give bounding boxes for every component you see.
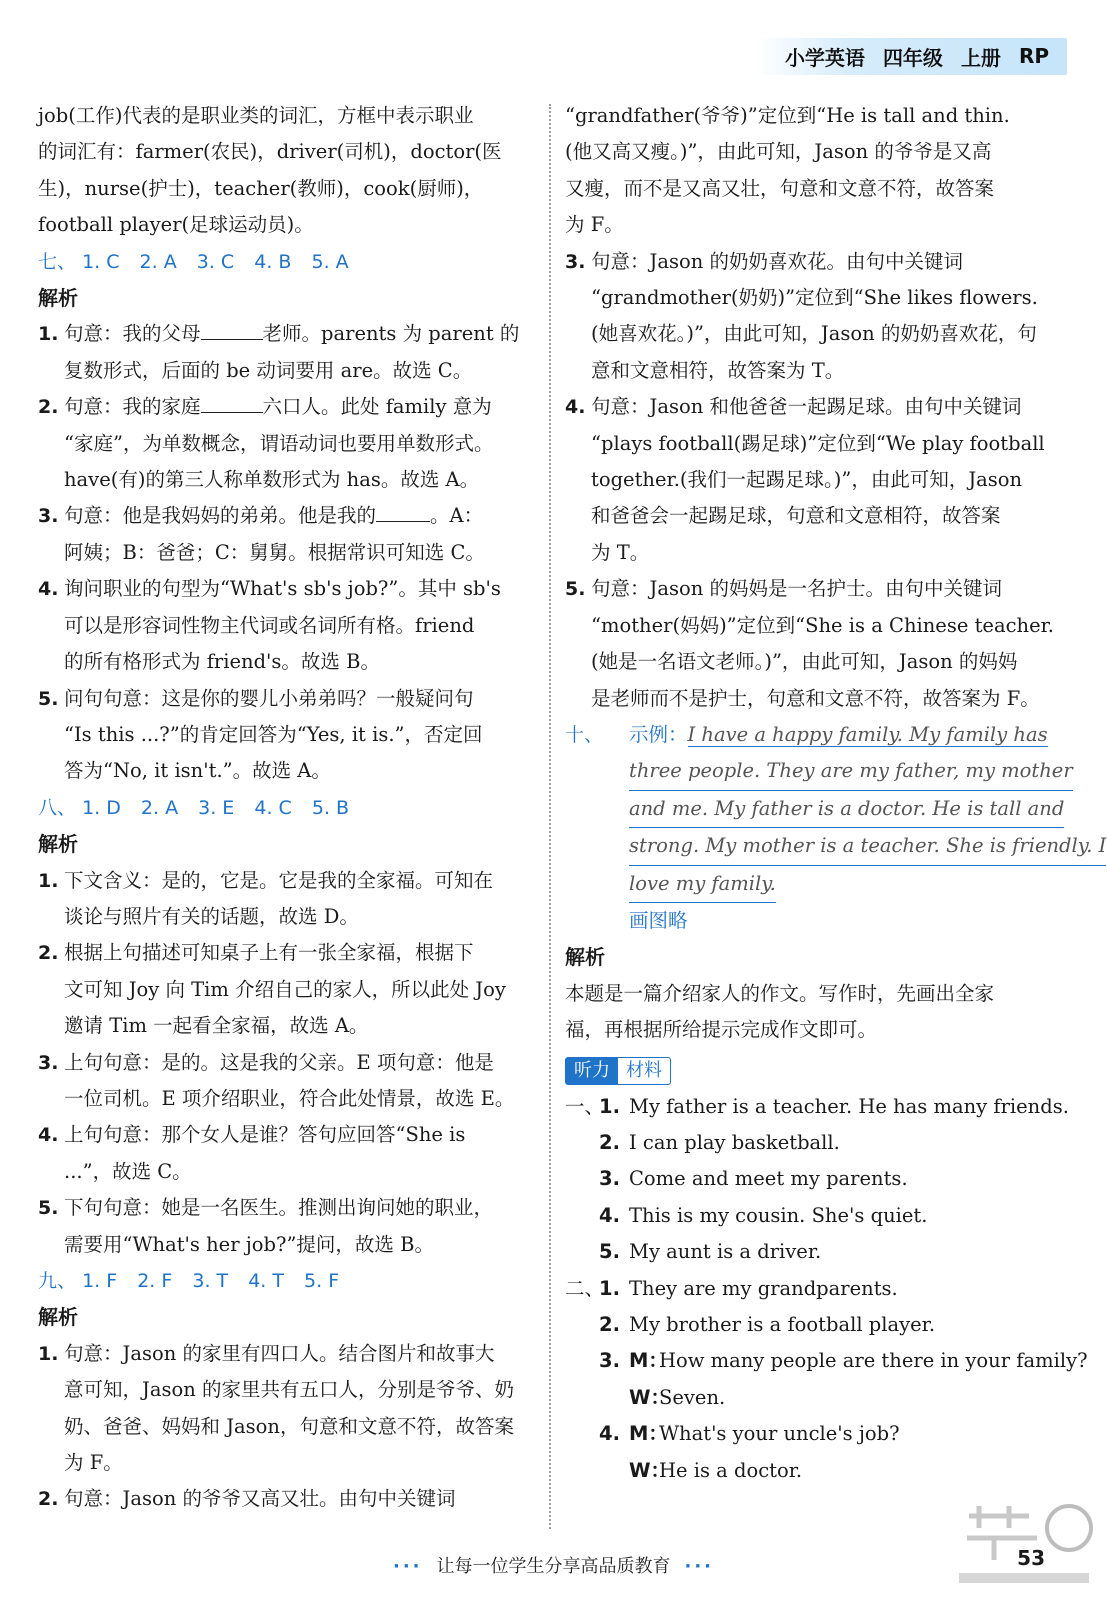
- header-bar: [755, 38, 1067, 75]
- answer-item: 5. F: [304, 1270, 340, 1292]
- blank-underline: [201, 321, 263, 340]
- item-number: [599, 1453, 629, 1489]
- item-number: 2.: [599, 1130, 620, 1154]
- item-text: 意可知，Jason 的家里共有五口人，分别是爷爷、奶: [64, 1378, 514, 1402]
- item-number: 4.: [599, 1203, 620, 1227]
- answer-item: 1. D: [82, 796, 121, 819]
- item-number: 4.: [38, 1124, 59, 1147]
- item-number: 4.: [38, 578, 59, 601]
- item-text: 句意：他是我妈妈的弟弟。他是我的: [64, 504, 377, 528]
- item-text: 文可知 Joy 向 Tim 介绍自己的家人，所以此处 Joy: [64, 977, 506, 1001]
- item-text: ...”，故选 C。: [64, 1159, 192, 1183]
- listening-text: How many people are there in your family?: [659, 1349, 1088, 1373]
- intro-paragraph: [38, 98, 528, 244]
- item-text: 句意：Jason 的奶奶喜欢花。由句中关键词: [591, 249, 963, 273]
- item-text: 的所有格形式为 friend's。故选 B。: [64, 650, 380, 674]
- listening-text: He is a doctor.: [659, 1458, 803, 1482]
- item-text: 答为“No, it isn't.”。故选 A。: [64, 759, 331, 783]
- drawing-note: 画图略: [629, 908, 688, 932]
- analysis-item: [38, 1190, 528, 1263]
- essay-line: strong. My mother is a teacher. She is friendly. I: [629, 828, 1106, 865]
- section-10-essay: [565, 717, 1107, 939]
- analysis-heading: 解析: [38, 286, 78, 311]
- section-8-answers: [38, 790, 528, 826]
- answer-item: 4. T: [248, 1270, 284, 1292]
- item-text: 句意：Jason 的爷爷又高又壮。由句中关键词: [64, 1487, 456, 1511]
- analysis-item: [38, 863, 528, 936]
- item-text: 句意：Jason 的妈妈是一名护士。由句中关键词: [591, 577, 1002, 601]
- item-number: 1.: [599, 1094, 620, 1118]
- header-grade: 四年级: [882, 45, 943, 70]
- watermark-logo: [949, 1498, 1099, 1598]
- analysis-item: [38, 1481, 528, 1517]
- answer-item: 5. A: [311, 250, 349, 273]
- item-number: 3.: [565, 250, 586, 273]
- listening-badge: [565, 1057, 671, 1085]
- item-text: 意和文意相符，故答案为 T。: [591, 358, 845, 382]
- analysis-item: [38, 1336, 528, 1482]
- item-number: 2.: [38, 1488, 59, 1511]
- section-label: 八、: [38, 796, 77, 819]
- item-text: 句意：Jason 的家里有四口人。结合图片和故事大: [64, 1341, 495, 1365]
- section-label: 十、: [565, 723, 604, 746]
- analysis-item: [565, 571, 1060, 717]
- item-text: “grandmother(奶奶)”定位到“She likes flowers.: [591, 286, 1038, 310]
- item-text: 需要用“What's her job?”提问，故选 B。: [64, 1232, 434, 1256]
- listening-text: My brother is a football player.: [629, 1313, 936, 1336]
- item-text: 句意：我的家庭: [64, 395, 201, 419]
- item-number: 5.: [38, 1197, 59, 1220]
- answer-item: 1. F: [82, 1270, 118, 1292]
- essay-line: I have a happy family. My family has: [687, 722, 1048, 746]
- listening-text: My father is a teacher. He has many friends.: [629, 1094, 1069, 1118]
- analysis-item: [38, 389, 528, 498]
- analysis-text: 福，再根据所给提示完成作文即可。: [565, 1018, 878, 1042]
- answer-item: 1. C: [82, 250, 120, 273]
- header-edition: RP: [1018, 44, 1049, 68]
- item-text: “mother(妈妈)”定位到“She is a Chinese teacher.: [591, 613, 1054, 637]
- analysis-item: [565, 244, 1060, 390]
- footer-dots-right: ···: [684, 1556, 715, 1577]
- item-text: 六口人。此处 family 意为: [262, 395, 492, 419]
- item-text: 句意：我的父母: [64, 322, 201, 346]
- intro-line: job(工作)代表的是职业类的词汇，方框中表示职业: [38, 104, 474, 127]
- listening-text: Come and meet my parents.: [629, 1167, 908, 1191]
- item-text: 谈论与照片有关的话题，故选 D。: [64, 904, 359, 928]
- item-text: 奶、爸爸、妈妈和 Jason，句意和文意不符，故答案: [64, 1414, 514, 1438]
- answer-item: 3. C: [196, 250, 235, 273]
- analysis-heading: 解析: [38, 1305, 78, 1330]
- analysis-heading: 解析: [565, 945, 605, 970]
- section-label: 七、: [38, 250, 77, 273]
- item-number: 2.: [599, 1313, 620, 1336]
- item-text: 阿姨；B：爸爸；C：舅舅。根据常识可知选 C。: [64, 540, 485, 564]
- speaker-label: M：: [629, 1422, 668, 1446]
- item-number: 5.: [599, 1240, 620, 1264]
- item-text: 上句句意：是的。这是我的父亲。E 项句意：他是: [64, 1050, 494, 1074]
- item-number: 2.: [38, 942, 59, 965]
- badge-listening: 听力: [566, 1058, 618, 1084]
- answer-item: 4. C: [254, 796, 292, 819]
- analysis-heading: 解析: [38, 832, 78, 857]
- answer-item: 4. B: [254, 250, 292, 273]
- item-text: 问句句意：这是你的婴儿小弟弟吗？一般疑问句: [64, 686, 474, 710]
- section-label: 九、: [38, 1270, 77, 1292]
- page-header: [755, 36, 1067, 76]
- item-number: 4.: [599, 1422, 620, 1446]
- listening-text: My aunt is a driver.: [629, 1240, 822, 1264]
- item-text: 询问职业的句型为“What's sb's job?”。其中 sb's: [64, 577, 501, 601]
- speaker-label: M：: [629, 1349, 668, 1373]
- badge-material: 材料: [626, 1059, 662, 1081]
- item-text: 为 T。: [591, 540, 650, 564]
- listening-text: What's your uncle's job?: [659, 1422, 900, 1446]
- item-text: 为 F。: [64, 1451, 123, 1475]
- essay-line: love my family.: [629, 866, 776, 903]
- item-text: 邀请 Tim 一起看全家福，故选 A。: [64, 1014, 369, 1038]
- item-number: 3.: [599, 1349, 620, 1373]
- item-text: 根据上句描述可知桌子上有一张全家福，根据下: [64, 941, 474, 965]
- intro-line: 的词汇有：farmer(农民)，driver(司机)，doctor(医: [38, 140, 502, 164]
- item-text: “plays football(踢足球)”定位到“We play football: [591, 431, 1045, 455]
- section-7-answers: [38, 244, 528, 280]
- footer-dots-left: ···: [392, 1556, 423, 1577]
- item-number: [599, 1380, 629, 1416]
- item-text: “家庭”，为单数概念，谓语动词也要用单数形式。: [64, 431, 494, 455]
- item-text: 一位司机。E 项介绍职业，符合此处情景，故选 E。: [64, 1086, 515, 1110]
- left-column: [38, 98, 528, 1518]
- header-subject: 小学英语: [784, 45, 865, 70]
- column-divider: [549, 104, 551, 1529]
- listening-text: This is my cousin. She's quiet.: [629, 1203, 928, 1227]
- intro-line: 生)，nurse(护士)，teacher(教师)，cook(厨师)，: [38, 176, 484, 200]
- answer-item: 2. A: [140, 796, 179, 819]
- answer-item: 3. T: [192, 1270, 229, 1292]
- essay-line: three people. They are my father, my mother: [629, 753, 1073, 790]
- item-text: 为 F。: [565, 213, 624, 237]
- listening-section-1: [565, 1089, 1069, 1271]
- item-text: 下句句意：她是一名医生。推测出询问她的职业，: [64, 1196, 494, 1220]
- section-label: 二、: [565, 1276, 605, 1300]
- speaker-label: W：: [629, 1385, 671, 1409]
- blank-underline: [376, 503, 430, 522]
- blank-underline: [201, 394, 263, 413]
- section-9-answers: [38, 1263, 528, 1299]
- analysis-item: [38, 1117, 528, 1190]
- page-footer: [0, 1552, 1107, 1578]
- item-number: 1.: [38, 323, 59, 346]
- item-number: 4.: [565, 396, 586, 419]
- item-text: (她是一名语文老师。)”，由此可知，Jason 的妈妈: [591, 650, 1018, 674]
- item-text: 。A：: [430, 504, 484, 528]
- header-volume: 上册: [960, 45, 1001, 70]
- item-text: 老师。parents 为 parent 的: [262, 322, 520, 346]
- item-number: 1.: [38, 1342, 59, 1365]
- analysis-item: [38, 1045, 528, 1118]
- item-number: 1.: [38, 869, 59, 892]
- analysis-item: [38, 316, 528, 389]
- item-number: 1.: [599, 1276, 620, 1300]
- essay-line: and me. My father is a doctor. He is tall and: [629, 791, 1064, 828]
- section-label: 一、: [565, 1094, 605, 1118]
- footer-slogan: 让每一位学生分享高品质教育: [436, 1556, 671, 1577]
- item-number: 3.: [38, 1051, 59, 1074]
- item-text: have(有)的第三人称单数形式为 has。故选 A。: [64, 468, 480, 492]
- item-text: 上句句意：那个女人是谁？答句应回答“She is: [64, 1123, 466, 1147]
- listening-text: I can play basketball.: [629, 1130, 840, 1154]
- item-text: 复数形式，后面的 be 动词要用 are。故选 C。: [64, 358, 473, 382]
- item-text: (她喜欢花。)”，由此可知，Jason 的奶奶喜欢花，句: [591, 322, 1037, 346]
- listening-text: Seven.: [659, 1385, 726, 1409]
- item-text: “Is this ...?”的肯定回答为“Yes, it is.”，否定回: [64, 722, 483, 746]
- answer-item: 5. B: [311, 796, 350, 819]
- item-text: 是老师而不是护士，句意和文意不符，故答案为 F。: [591, 686, 1040, 710]
- item-number: 2.: [38, 396, 59, 419]
- item-text: 下文含义：是的，它是。它是我的全家福。可知在: [64, 868, 494, 892]
- speaker-label: W：: [629, 1458, 671, 1482]
- listening-text: They are my grandparents.: [629, 1276, 898, 1300]
- item-number: 3.: [599, 1167, 620, 1191]
- item-text: together.(我们一起踢足球。)”，由此可知，Jason: [591, 468, 1023, 492]
- right-column: [565, 98, 1107, 1489]
- page-number: 53: [1017, 1546, 1045, 1570]
- analysis-item: [38, 498, 528, 571]
- item-text: “grandfather(爷爷)”定位到“He is tall and thin.: [565, 104, 1010, 127]
- listening-section-2: [565, 1271, 1088, 1489]
- analysis-item: [565, 389, 1060, 571]
- item-text: (他又高又瘦。)”，由此可知，Jason 的爷爷是又高: [565, 140, 992, 164]
- continued-paragraph: [565, 98, 1060, 244]
- answer-item: 2. F: [137, 1270, 173, 1292]
- item-text: 句意：Jason 和他爸爸一起踢足球。由句中关键词: [591, 395, 1022, 419]
- item-number: 5.: [38, 687, 59, 710]
- answer-item: 3. E: [198, 796, 235, 819]
- item-number: 3.: [38, 505, 59, 528]
- answer-item: 2. A: [139, 250, 177, 273]
- essay-prefix: 示例：: [629, 722, 688, 746]
- item-text: 可以是形容词性物主代词或名词所有格。friend: [64, 613, 475, 637]
- analysis-item: [38, 571, 528, 680]
- item-text: 又瘦，而不是又高又壮，句意和文意不符，故答案: [565, 176, 995, 200]
- item-text: 和爸爸会一起踢足球，句意和文意相符，故答案: [591, 504, 1001, 528]
- item-number: 5.: [565, 578, 586, 601]
- intro-line: football player(足球运动员)。: [38, 213, 314, 237]
- analysis-item: [38, 681, 528, 790]
- analysis-text: 本题是一篇介绍家人的作文。写作时，先画出全家: [565, 981, 995, 1005]
- analysis-item: [38, 935, 528, 1044]
